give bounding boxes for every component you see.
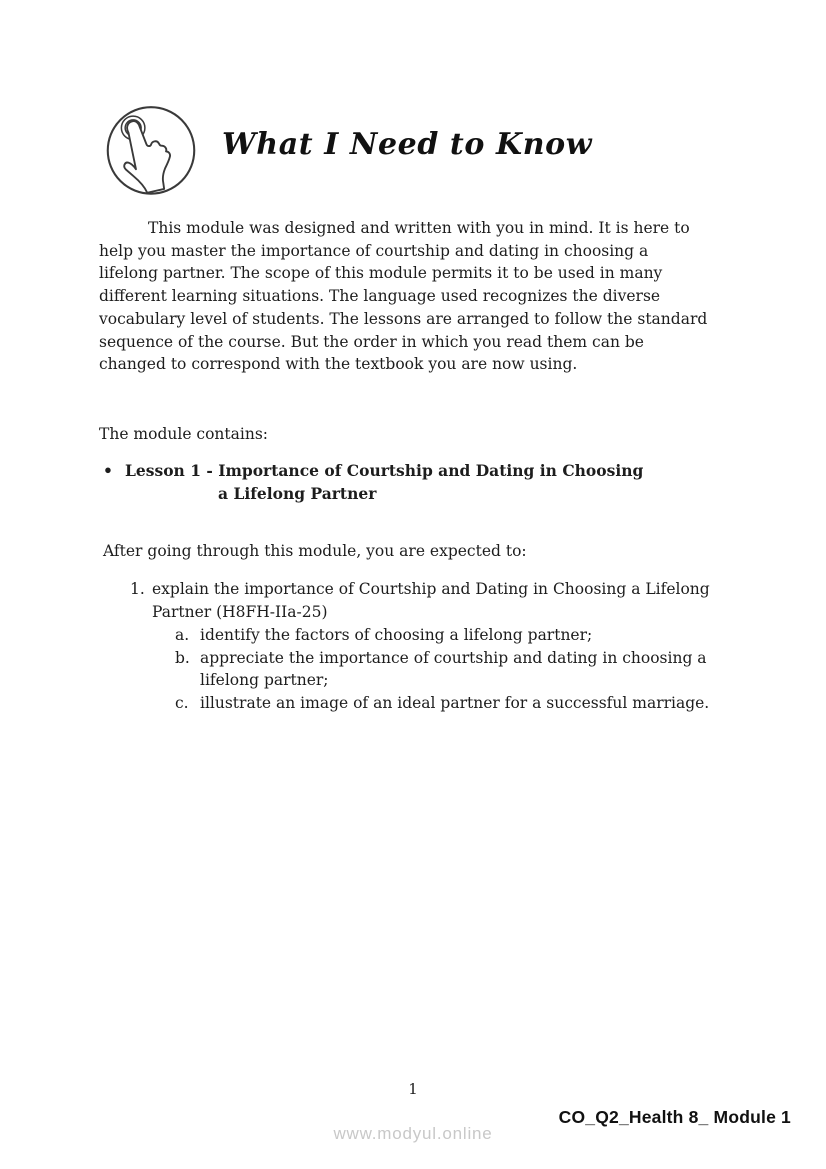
- sub-objective-line: identify the factors of choosing a lifelong partner;: [200, 626, 593, 644]
- sub-objective-list: [175, 624, 709, 715]
- paragraph-line: This module was designed and written with you in mind. It is here to: [148, 219, 690, 237]
- objective-line: explain the importance of Courtship and Dating in Choosing a Lifelong: [152, 580, 710, 598]
- sub-objective-marker: a.: [175, 626, 190, 644]
- sub-objective-line: illustrate an image of an ideal partner for a successful marriage.: [200, 694, 710, 713]
- sub-objective-marker: b.: [175, 648, 190, 667]
- module-contains-label: The module contains:: [99, 425, 268, 443]
- section-header: [104, 101, 592, 198]
- sub-objective-line: lifelong partner;: [200, 671, 329, 690]
- tap-hand-icon: [104, 101, 198, 198]
- page-title: What I Need to Know: [222, 127, 593, 162]
- objective-text: [152, 578, 710, 623]
- paragraph-line: sequence of the course. But the order in which you read them can be: [99, 332, 644, 351]
- sub-objective-line: appreciate the importance of courtship and dating in choosing a: [200, 648, 707, 667]
- lesson-title-line: a Lifelong Partner: [218, 483, 377, 503]
- sub-objective-item: [175, 692, 709, 715]
- sub-objective-marker: c.: [175, 694, 189, 713]
- watermark: www.modyul.online: [333, 1124, 493, 1143]
- intro-paragraph: [99, 217, 707, 376]
- objective-marker: 1.: [130, 580, 145, 598]
- sub-objective-item: [175, 624, 709, 647]
- lesson-title: [125, 460, 643, 505]
- paragraph-line: changed to correspond with the textbook you are now using.: [99, 355, 578, 374]
- page-number: 1: [408, 1080, 418, 1098]
- paragraph-line: different learning situations. The language used recognizes the diverse: [99, 287, 661, 306]
- lesson-list-item: [103, 460, 643, 505]
- paragraph-line: help you master the importance of courtship and dating in choosing a: [99, 241, 649, 260]
- lesson-title-line: Lesson 1 - Importance of Courtship and Dating in Choosing: [125, 461, 644, 480]
- objective-item: [130, 578, 710, 623]
- paragraph-line: vocabulary level of students. The lessons are arranged to follow the standard: [99, 309, 708, 328]
- objective-line: Partner (H8FH-IIa-25): [152, 602, 328, 621]
- footer-module-code: CO_Q2_Health 8_ Module 1: [558, 1107, 791, 1127]
- paragraph-line: lifelong partner. The scope of this module permits it to be used in many: [99, 264, 663, 283]
- sub-objective-item: [175, 647, 709, 692]
- bullet-marker: •: [103, 461, 113, 480]
- expectations-intro: After going through this module, you are expected to:: [103, 542, 527, 560]
